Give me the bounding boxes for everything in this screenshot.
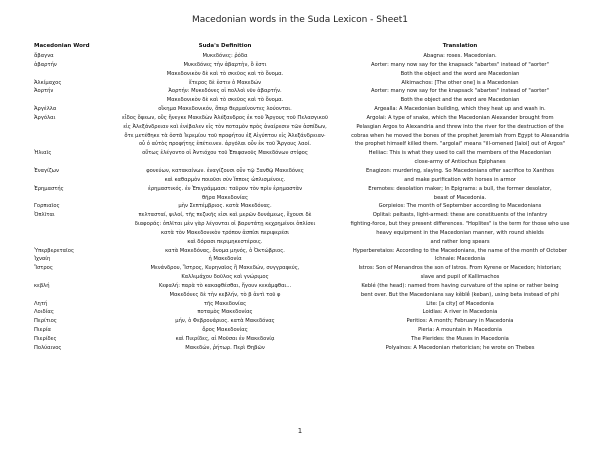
table-row: [0, 211, 600, 220]
translation-cell: Alkimachos: [The other one] is a Macedonian: [401, 79, 519, 86]
translation-cell: Lite: [a city] of Macedonia: [426, 300, 494, 307]
translation-cell: Both the object and the word are Macedonian: [400, 97, 520, 104]
macedonian-word-cell: Ἀργόλαι: [34, 114, 56, 121]
table-row: [0, 123, 600, 132]
table-row: [0, 140, 600, 149]
suda-definition-cell: Μυκεδόνες: ῥόδα: [202, 53, 248, 59]
table-row: [0, 185, 600, 194]
translation-cell: Ichnaie: Macedonia: [434, 256, 486, 263]
table-row: [0, 167, 600, 176]
translation-cell: heavy equipment in the Macedonian manner, with round shields: [376, 229, 544, 236]
table-row: [0, 344, 600, 353]
table-row: [0, 79, 600, 88]
suda-definition-cell: καὶ καθαρμὸν ποιοῦσι σὺν ἵπποις ὡπλισμένοις.: [164, 176, 286, 183]
translation-cell: Both the object and the word are Macedonian: [400, 70, 520, 77]
suda-definition-cell: Μακεδονικὸν δὲ καὶ τὸ σκεῦος καὶ τὸ ὄνομα.: [166, 97, 284, 104]
suda-definition-cell: ὅτε μετέθηκε τὰ ὀστᾶ Ἱερεμίου τοῦ προφήτου ἐξ Αἰγύπτου εἰς Ἀλεξάνδρειαν·: [124, 132, 326, 139]
table-row: [0, 158, 600, 167]
macedonian-word-cell: Ἡλιαῖς: [34, 150, 52, 157]
table-row: [0, 326, 600, 335]
table-row: [0, 220, 600, 229]
table-row: [0, 87, 600, 96]
suda-definition-cell: οὗ ὁ αὐτὸς προφήτης ἐπέτεινεν. ἀργόλαι οὖν ἐκ τοῦ Ἄργους λαοί.: [138, 141, 312, 148]
suda-definition-cell: οὕτως ἐλέγοντο οἱ Ἀντιόχου τοῦ Ἐπιφανοῦς Μακεδόνων στίφος: [142, 150, 308, 157]
translation-cell: Pelasgian Argos to Alexandria and threw into the river for the destruction of the: [356, 123, 564, 130]
suda-definition-cell: ἕτερος δὲ ἐστιν ὁ Μακεδών: [188, 79, 262, 86]
column-header-translation: Translation: [442, 43, 478, 49]
macedonian-word-cell: Ἐναγίζων: [34, 167, 59, 174]
macedonian-word-cell: Ὁπλῖται: [34, 212, 55, 219]
suda-definition-cell: Μυκεδόνες τὴν ἀβαρτὴν, ὃ ἐστι: [183, 61, 267, 68]
suda-definition-cell: μήν, ὁ Φεβρουάριος. κατὰ Μακεδόνας: [175, 318, 275, 325]
table-row: [0, 238, 600, 247]
translation-cell: Oplitai: peltasts, light-armed: these are constituents of the infantry: [372, 212, 548, 219]
suda-definition-cell: καὶ Πιερίδες, αἱ Μοῦσαι ἐν Μακεδονίᾳ: [175, 336, 275, 342]
macedonian-word-cell: Πολύαινος: [34, 344, 62, 351]
table-row: [0, 229, 600, 238]
translation-cell: Hyperberetaios: According to the Macedonians, the name of the month of October: [352, 247, 568, 254]
translation-cell: Argealla: A Macedonian building, which they heat up and wash in.: [374, 106, 546, 113]
suda-definition-cell: οἴκημα Μακεδονικόν, ὅπερ θερμαίνοντες λούονται.: [158, 106, 292, 113]
suda-definition-cell: κατὰ Μακεδόνας, ὄνομα μηνός, ὁ Ὀκτώβριος.: [165, 247, 285, 254]
suda-definition-cell: εἰς Ἀλεξάνδρειαν καὶ ἐνέβαλεν εἰς τὸν ποταμὸν πρὸς ἀναίρεσιν τῶν ἀσπίδων,: [123, 123, 327, 130]
translation-cell: Pieria: A mountain in Macedonia: [418, 327, 502, 334]
translation-cell: Keblé (the head): named from having curvature of the spine or rather being: [361, 282, 559, 289]
translation-cell: Gorpieios: The month of September according to Macedonians: [378, 203, 542, 210]
translation-cell: Aorter: many now say for the knapsack "abartes" instead of "aorter": [371, 88, 549, 95]
table-row: [0, 70, 600, 79]
translation-cell: Peritios: A month; February in Macedonia: [406, 318, 514, 325]
suda-definition-cell: διαφοράς: ὁπλῖται μὲν γὰρ λέγονται οἱ βαρυτάτῃ κεχρημένοι ὁπλίσει: [134, 221, 316, 228]
suda-definition-cell: Μακεδόνες δὲ τὴν κεβλήν, τὸ β ἀντὶ τοῦ φ: [169, 291, 281, 298]
suda-definition-cell: πελτασταί, ψιλοί, τῆς πεζικῆς εἰσι καὶ μερῶν δυνάμεως, ἔχουσι δὲ: [138, 212, 312, 219]
table-row: [0, 308, 600, 317]
translation-cell: Istros: Son of Menandros the son of Istros. From Kyrene or Macedon; historian;: [358, 265, 562, 272]
table-row: [0, 202, 600, 211]
translation-cell: Loidias: A river in Macedonia: [422, 309, 498, 316]
translation-cell: fighting-force, but they present differences. "Hoplites" is the term for those who use: [350, 221, 570, 228]
suda-definition-cell: Μενάνδρου, Ἴστρος, Κυρηναῖος ἢ Μακεδών, συγγραφεύς,: [150, 265, 300, 272]
table-row: [0, 247, 600, 256]
translation-cell: Abagna: roses. Macedonian.: [423, 53, 497, 59]
table-row: [0, 317, 600, 326]
suda-definition-cell: Κεφαλή: παρὰ τὸ κακαφθέσθαι, ἤγουν κεκάμφθαι...: [158, 282, 292, 289]
macedonian-word-cell: ἄβαγνα: [34, 53, 54, 59]
suda-definition-cell: θῆρα Μακεδονίας: [201, 194, 249, 201]
macedonian-word-cell: Ἰχναίη: [34, 256, 51, 263]
column-header-macedonian-word: Macedonian Word: [34, 43, 90, 49]
macedonian-word-cell: Πιερίδες: [34, 336, 57, 342]
macedonian-word-cell: Περίτιος: [34, 318, 57, 325]
macedonian-word-cell: Ἴστρος: [34, 265, 53, 272]
macedonian-word-cell: Λητή: [34, 300, 48, 307]
table-row: [0, 105, 600, 114]
table-row: [0, 176, 600, 185]
translation-cell: and make purification with horses in armor: [404, 176, 516, 183]
table-row: [0, 255, 600, 264]
translation-cell: beast of Macedonia.: [433, 194, 487, 201]
table-row: [0, 114, 600, 123]
suda-definition-cell: φονεύων, κατακαίνων. ἐναγίζουσι οὖν τῷ Ξανθῷ Μακεδόνες: [146, 167, 304, 174]
table-row: [0, 52, 600, 61]
table-row: [0, 61, 600, 70]
suda-definition-cell: Ἀορτήν: Μυκεδόνες οἱ πολλοὶ νῦν ἀβαρτήν.: [168, 88, 282, 95]
suda-definition-cell: Μακεδών, ῥήτωρ. Περὶ Θηβῶν: [185, 344, 265, 351]
table-row: [0, 132, 600, 141]
table-body: [0, 52, 600, 353]
table-row: [0, 149, 600, 158]
macedonian-word-cell: Γορπιαῖος: [34, 203, 60, 210]
suda-definition-cell: ἡ Μακεδονία: [208, 256, 242, 263]
suda-definition-cell: τῆς Μακεδονίας: [203, 300, 247, 307]
table-row: [0, 273, 600, 282]
macedonian-word-cell: Ἀργέλλα: [34, 106, 57, 113]
translation-cell: The Pierides: the Muses in Macedonia: [411, 336, 509, 342]
macedonian-word-cell: κεβλή: [34, 282, 50, 289]
translation-cell: Heliiac: This is what they used to call the members of the Macedonian: [368, 150, 552, 157]
suda-definition-cell: ποταμὸς Μακεδονίας: [197, 309, 253, 316]
translation-cell: Eremotes: desolation maker; In Epigrams: a bull, the former desolator,: [368, 185, 552, 192]
document-title: Macedonian words in the Suda Lexicon - Sheet1: [191, 15, 409, 25]
table-row: [0, 300, 600, 309]
table-row: [0, 96, 600, 105]
macedonian-word-cell: Ὑπερβερεταῖος: [34, 247, 75, 254]
macedonian-word-cell: Ἐρημαστής: [34, 185, 64, 192]
suda-definition-cell: Μακεδονικὸν δὲ καὶ τὸ σκεῦος καὶ τὸ ὄνομα.: [166, 70, 284, 77]
suda-definition-cell: ἐρημαστικός. ἐν Ἐπιγράμμασι: ταῦρον τὸν πρὶν ἐρημαστὰν: [148, 185, 302, 192]
translation-cell: and rather long spears: [430, 238, 490, 245]
table-row: [0, 291, 600, 300]
translation-cell: Argolai: A type of snake, which the Macedonian Alexander brought from: [366, 114, 554, 121]
table-row: [0, 335, 600, 344]
translation-cell: slave and pupil of Kallimachos: [420, 274, 500, 281]
suda-definition-cell: Καλλιμάχου δοῦλος καὶ γνώριμος: [181, 274, 269, 281]
column-header-suda-definition: Suda's Definition: [198, 43, 252, 49]
macedonian-word-cell: Πιερία: [34, 327, 51, 334]
suda-definition-cell: κατὰ τὸν Μακεδονικὸν τρόπον ἀσπίσι περιφερέσι: [160, 229, 290, 236]
table-row: [0, 194, 600, 203]
macedonian-word-cell: ἀβαρτήν: [34, 61, 57, 68]
macedonian-word-cell: Ἀλκίμαχος: [34, 79, 62, 86]
table-row: [0, 282, 600, 291]
suda-definition-cell: εἶδος ὄφεων, οὓς ἤνεγκε Μακεδὼν Ἀλέξανδρος ἐκ τοῦ Ἄργους τοῦ Πελασγικοῦ: [122, 114, 328, 121]
translation-cell: Polyainos: A Macedonian rhetorician; he wrote on Thebes: [385, 344, 535, 351]
suda-definition-cell: μὴν Σεπτέμβριος. κατὰ Μακεδόνας.: [178, 203, 272, 210]
suda-definition-cell: καὶ δόρασι περιμηκεστέροις.: [187, 238, 263, 245]
translation-cell: cobras when he moved the bones of the prophet Jeremiah from Egypt to Alexandria: [351, 132, 569, 139]
page-number: 1: [297, 427, 303, 435]
macedonian-word-cell: Λοιδίας: [34, 309, 54, 316]
translation-cell: bent over. But the Macedonians say kĕblḗ (keban), using beta instead of phi: [360, 291, 560, 298]
translation-cell: close-army of Antiochus Epiphanes: [414, 159, 506, 166]
translation-cell: Aorter: many now say for the knapsack "abartes" instead of "aorter": [371, 61, 549, 68]
suda-definition-cell: ὄρος Μακεδονίας: [202, 327, 248, 334]
translation-cell: the prophet himself killed them. "argolai" means "ill-omened [laioi] out of Argos": [354, 141, 566, 148]
translation-cell: Enagizon: murdering, slaying. So Macedonians offer sacrifice to Xanthos: [366, 167, 554, 174]
macedonian-word-cell: Ἀορτήν: [34, 88, 54, 95]
table-row: [0, 264, 600, 273]
